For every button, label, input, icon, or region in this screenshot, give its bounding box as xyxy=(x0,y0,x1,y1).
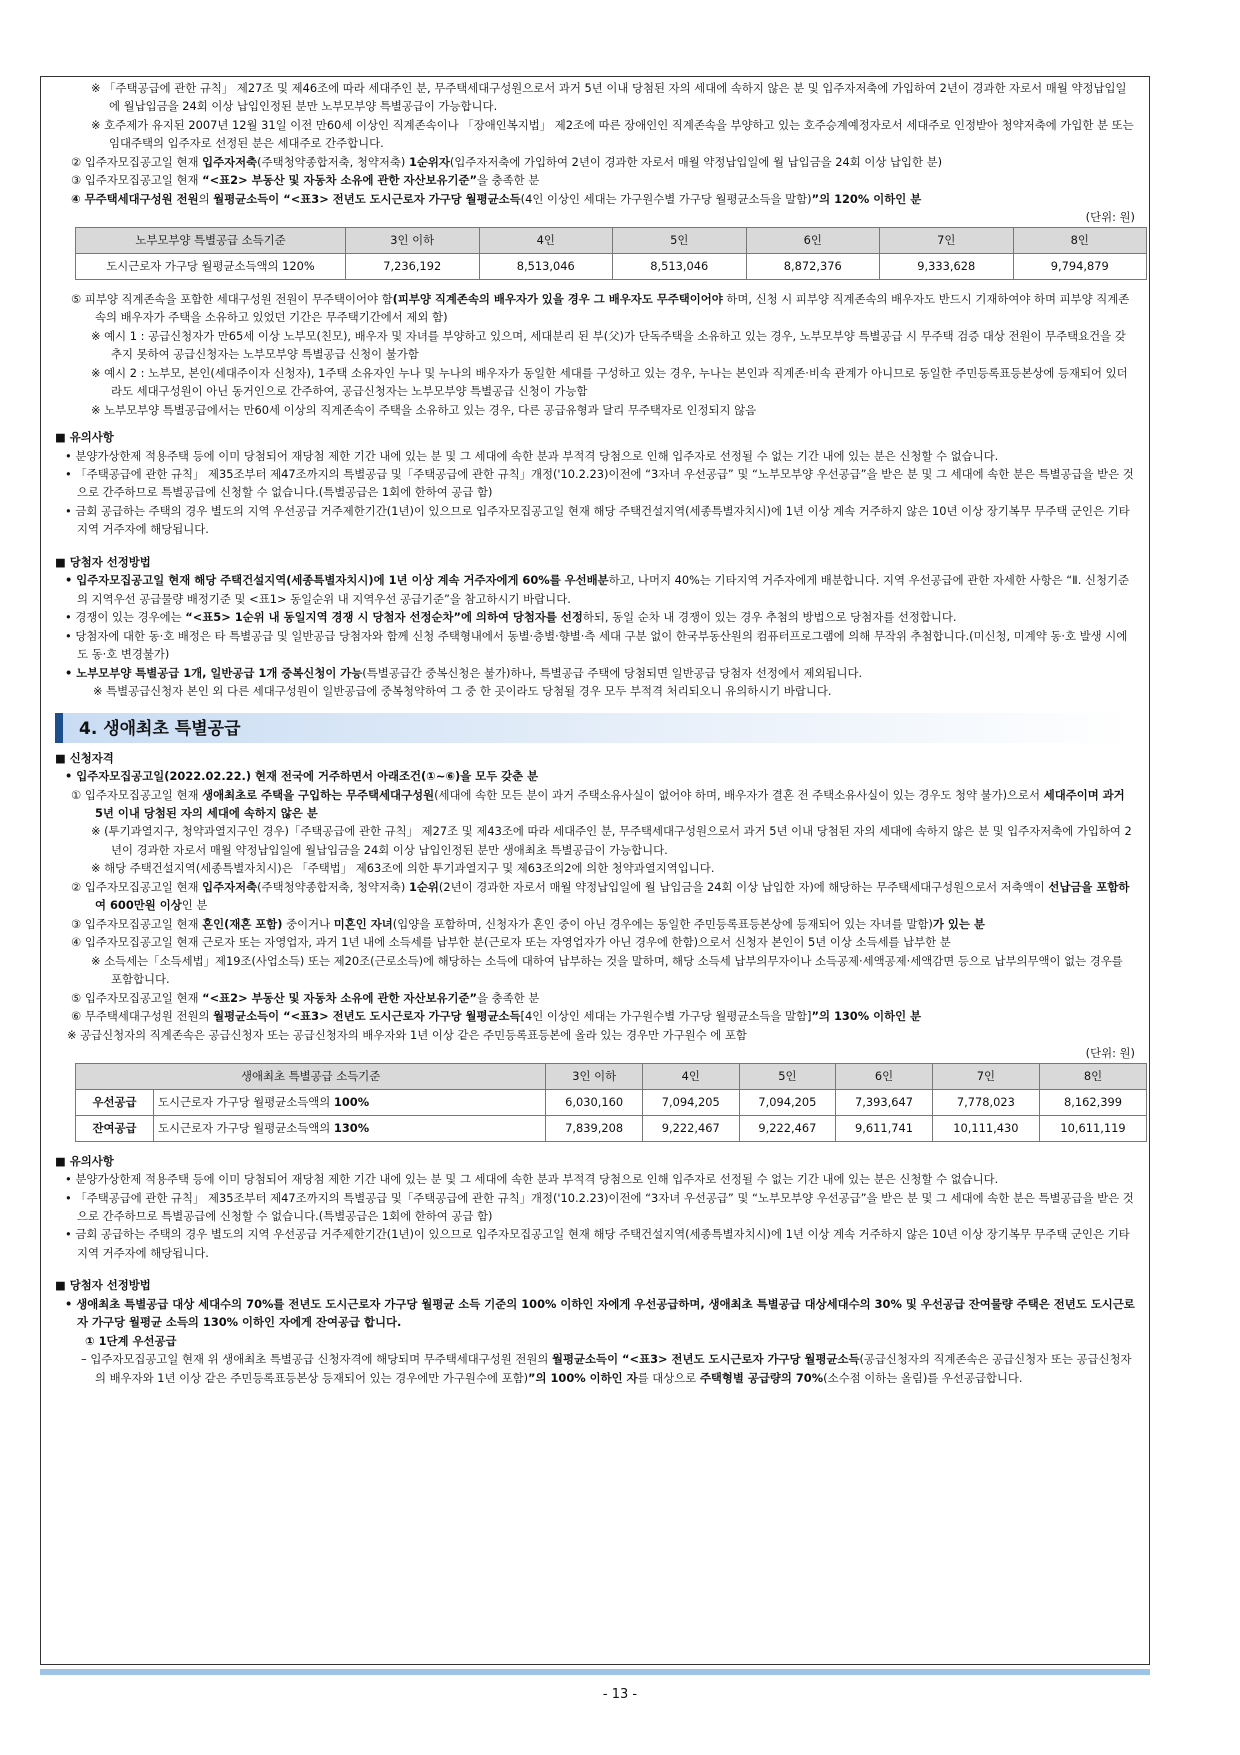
table-header-cell: 6인 xyxy=(746,227,880,253)
notice-item: • 분양가상한제 적용주택 등에 이미 당첨되어 재당첨 제한 기간 내에 있는 분 및 그 세대에 속한 분과 부적격 당첨으로 인해 입주자로 선정될 수 없는 기간 내에 있는 분은 신청할 수 없습니다. xyxy=(65,1172,999,1187)
table-header-cell: 노부모부양 특별공급 소득기준 xyxy=(76,227,346,253)
table-cell: 7,094,205 xyxy=(739,1089,836,1115)
example-2: ※ 예시 2 : 노부모, 본인(세대주이자 신청자), 1주택 소유자인 누나 및 누나의 배우자가 동일한 세대를 구성하고 있는 경우, 누나는 본인과 직계존·비속 관계가 아니므로 동일한 주민등록표등본상에 등재되어 있더라도 세대구성원이 아닌 동거인으로 간주하여, 공급신청자는 노부모부양 특별공급 신청이 가능함 xyxy=(91,365,1128,399)
criterion-1: ① 입주자모집공고일 현재 생애최초로 주택을 구입하는 무주택세대구성원(세대에 속한 모든 분이 과거 주택소유사실이 없어야 하며, 배우자가 결혼 전 주택소유사실이 있는 경우도 청약 불가)으로서 세대주이며 과거 5년 이내 당첨된 자의 세대에 속하지 않은 분 xyxy=(71,787,1125,820)
top-note-b: ※ 호주제가 유지된 2007년 12월 31일 이전 만60세 이상인 직계존속이나 「장애인복지법」 제2조에 따른 장애인인 직계존속을 부양하고 있는 호주승계예정자로서 세대주로 인정받아 청약저축에 가입한 분 또는 임대주택의 입주자로 선정된 분은 세대주로 간주합니다. xyxy=(91,117,1134,151)
table-cell: 8,162,399 xyxy=(1039,1089,1146,1115)
criterion-3: ③ 입주자모집공고일 현재 혼인(재혼 포함) 중이거나 미혼인 자녀(입양을 포함하며, 신청자가 혼인 중이 아닌 경우에는 동일한 주민등록표등본상에 등재되어 있는 자녀를 말함)가 있는 분 xyxy=(71,916,985,931)
row-label: 잔여공급 xyxy=(76,1115,154,1141)
winner-note: ※ 특별공급신청자 본인 외 다른 세대구성원이 일반공급에 중복청약하여 그 중 한 곳이라도 당첨될 경우 모두 부적격 처리되오니 유의하시기 바랍니다. xyxy=(93,684,832,699)
notice-item: • 분양가상한제 적용주택 등에 이미 당첨되어 재당첨 제한 기간 내에 있는 분 및 그 세대에 속한 분과 부적격 당첨으로 인해 입주자로 선정될 수 없는 기간 내에 있는 분은 신청할 수 없습니다. xyxy=(65,448,999,463)
criterion-6: ⑥ 무주택세대구성원 전원의 월평균소득이 “<표3> 전년도 도시근로자 가구당 월평균소득[4인 이상인 세대는 가구원수별 가구당 월평균소득을 말함]”의 130% 이하인 분 xyxy=(71,1009,922,1024)
row-label: 우선공급 xyxy=(76,1089,154,1115)
top-item-4: ④ 무주택세대구성원 전원의 월평균소득이 “<표3> 전년도 도시근로자 가구당 월평균소득(4인 이상인 세대는 가구원수별 가구당 월평균소득을 말함)”의 120% 이하인 분 xyxy=(71,191,922,206)
example-1: ※ 예시 1 : 공급신청자가 만65세 이상 노부모(친모), 배우자 및 자녀를 부양하고 있으며, 세대분리 된 부(父)가 단독주택을 소유하고 있는 경우, 노부모부양 특별공급 시 무주택 검증 대상 전원이 무주택요건을 갖추지 못하여 공급신청자는 노부모부양 특별공급 신청이 불가함 xyxy=(91,328,1126,362)
table-header-cell: 8인 xyxy=(1013,227,1147,253)
table-cell: 9,222,467 xyxy=(739,1115,836,1141)
table-cell: 9,222,467 xyxy=(642,1115,739,1141)
table-header-cell: 5인 xyxy=(613,227,747,253)
winner-item: • 노부모부양 특별공급 1개, 일반공급 1개 중복신청이 가능(특별공급간 중복신청은 불가)하나, 특별공급 주택에 당첨되면 일반공급 당첨자 선정에서 제외됩니다. xyxy=(65,665,863,680)
section-4-header xyxy=(55,713,1135,743)
table-cell: 7,236,192 xyxy=(346,253,480,279)
top-note-a: ※ 「주택공급에 관한 규칙」 제27조 및 제46조에 따라 세대주인 분, 무주택세대구성원으로서 과거 5년 이내 당첨된 자의 세대에 속하지 않은 분 및 입주자저축에 가입하여 2년이 경과한 자로서 매월 약정납입일에 월납입금을 24회 이상 납입인정된 분만 노부모부양 특별공급이 가능합니다. xyxy=(91,81,1127,114)
table-header-cell: 7인 xyxy=(932,1063,1039,1089)
winner-item: • 생애최초 특별공급 대상 세대수의 70%를 전년도 도시근로자 가구당 월평균 소득 기준의 100% 이하인 자에게 우선공급하며, 생애최초 특별공급 대상세대수의 30% 및 우선공급 잔여물량 주택은 전년도 도시근로자 가구당 월평균 소득의 130% 이하인 자에게 잔여공급 합니다. xyxy=(65,1296,1135,1330)
winner-item: • 당첨자에 대한 동·호 배정은 타 특별공급 및 일반공급 당첨자와 함께 신청 주택형내에서 동별·층별·향별·측 세대 구분 없이 한국부동산원의 컴퓨터프로그램에 의해 무작위 추첨합니다.(미신청, 미계약 동·호 발생 시에도 동·호 변경불가) xyxy=(65,628,1128,662)
table-header-cell: 3인 이하 xyxy=(346,227,480,253)
table-cell: 도시근로자 가구당 월평균소득액의 120% xyxy=(76,253,346,279)
winner-item: • 경쟁이 있는 경우에는 “<표5> 1순위 내 동일지역 경쟁 시 당첨자 선정순차”에 의하여 당첨자를 선정하되, 동일 순차 내 경쟁이 있는 경우 추첨의 방법으로 당첨자를 선정합니다. xyxy=(65,610,957,625)
winner-item: • 입주자모집공고일 현재 해당 주택건설지역(세종특별자치시)에 1년 이상 계속 거주자에게 60%를 우선배분하고, 나머지 40%는 기타지역 거주자에게 배분합니다. 지역 우선공급에 관한 자세한 사항은 “Ⅱ. 신청기준의 지역우선 공급물량 배정기준 및 <표1> 동일순위 내 지역우선 공급기준”을 참고하시기 바랍니다. xyxy=(65,573,1129,606)
table-header-cell: 8인 xyxy=(1039,1063,1146,1089)
criterion-4: ④ 입주자모집공고일 현재 근로자 또는 자영업자, 과거 1년 내에 소득세를 납부한 분(근로자 또는 자영업자가 아닌 경우에 한함)으로서 신청자 본인이 5년 이상 소득세를 납부한 분 xyxy=(71,935,951,950)
table-cell: 7,094,205 xyxy=(642,1089,739,1115)
winner-heading: ■ 당첨자 선정방법 xyxy=(55,1278,151,1293)
table-row xyxy=(76,253,1147,279)
example-3: ※ 노부모부양 특별공급에서는 만60세 이상의 직계존속이 주택을 소유하고 있는 경우, 다른 공급유형과 달리 무주택자로 인정되지 않음 xyxy=(91,402,757,417)
table-cell: 10,611,119 xyxy=(1039,1115,1146,1141)
table-cell: 9,794,879 xyxy=(1013,253,1147,279)
top-item-2: ② 입주자모집공고일 현재 입주자저축(주택청약종합저축, 청약저축) 1순위자(입주자저축에 가입하여 2년이 경과한 자로서 매월 약정납입일에 월 납입금을 24회 이상 납입한 분) xyxy=(71,154,943,169)
criterion-1-note: ※ (투기과열지구, 청약과열지구인 경우)「주택공급에 관한 규칙」 제27조 및 제43조에 따라 세대주인 분, 무주택세대구성원으로서 과거 5년 이내 당첨된 자의 세대에 속하지 않은 분 및 입주자저축에 가입하여 2년이 경과한 자로서 매월 약정납입일에 월납입금을 24회 이상 납입인정된 분만 생애최초 특별공급이 가능합니다. xyxy=(91,824,1132,857)
table-header-row xyxy=(76,1063,1147,1089)
table-header-cell: 7인 xyxy=(880,227,1014,253)
notice-item: • 금회 공급하는 주택의 경우 별도의 지역 우선공급 거주제한기간(1년)이 있으므로 입주자모집공고일 현재 해당 주택건설지역(세종특별자치시)에 1년 이상 계속 거주하지 않은 10년 이상 장기복무 무주택 군인은 기타지역 거주자에 해당됩니다. xyxy=(65,1227,1130,1260)
table-cell: 8,872,376 xyxy=(746,253,880,279)
table-header-cell: 5인 xyxy=(739,1063,836,1089)
notice-heading: ■ 유의사항 xyxy=(55,1153,114,1168)
criterion-5: ⑤ 입주자모집공고일 현재 “<표2> 부동산 및 자동차 소유에 관한 자산보유기준”을 충족한 분 xyxy=(71,990,540,1005)
eligibility-heading: ■ 신청자격 xyxy=(55,750,114,765)
table-header-cell: 생애최초 특별공급 소득기준 xyxy=(76,1063,546,1089)
table-cell: 7,778,023 xyxy=(932,1089,1039,1115)
table-cell: 7,393,647 xyxy=(836,1089,933,1115)
table-cell: 6,030,160 xyxy=(546,1089,643,1115)
table-header-row xyxy=(76,227,1147,253)
table-header-cell: 4인 xyxy=(642,1063,739,1089)
page-number: - 13 - xyxy=(602,1687,638,1702)
table-cell: 9,333,628 xyxy=(880,253,1014,279)
table-cell: 10,111,430 xyxy=(932,1115,1039,1141)
notice-item: • 「주택공급에 관한 규칙」 제35조부터 제47조까지의 특별공급 및「주택공급에 관한 규칙」개정('10.2.23)이전에 “3자녀 우선공급” 및 “노부모부양 우선공급”을 받은 분 및 그 세대에 속한 분은 특별공급을 받은 것으로 간주하므로 특별공급에 신청할 수 없습니다.(특별공급은 1회에 한하여 공급 함) xyxy=(65,466,1134,500)
table-cell: 7,839,208 xyxy=(546,1115,643,1141)
section-bar xyxy=(55,713,63,743)
footer-line xyxy=(40,1669,1150,1675)
criterion-1-note: ※ 해당 주택건설지역(세종특별자치시)은 「주택법」 제63조에 의한 투기과열지구 및 제63조의2에 의한 청약과열지역입니다. xyxy=(91,861,715,876)
unit-label: (단위: 원) xyxy=(1085,210,1135,225)
criterion-6-note: ※ 공급신청자의 직계존속은 공급신청자 또는 공급신청자의 배우자와 1년 이상 같은 주민등록표등본에 올라 있는 경우만 가구원수 에 포함 xyxy=(67,1027,747,1042)
table-row xyxy=(76,1089,1147,1115)
income-table-elderly xyxy=(75,227,1147,280)
table-cell: 도시근로자 가구당 월평균소득액의 130% xyxy=(154,1115,546,1141)
notice-item: • 「주택공급에 관한 규칙」 제35조부터 제47조까지의 특별공급 및「주택공급에 관한 규칙」개정('10.2.23)이전에 “3자녀 우선공급” 및 “노부모부양 우선공급”을 받은 분 및 그 세대에 속한 분은 특별공급을 받은 것으로 간주하므로 특별공급에 신청할 수 없습니다.(특별공급은 1회에 한하여 공급 함) xyxy=(65,1190,1134,1223)
table-cell: 8,513,046 xyxy=(613,253,747,279)
winner-step: ① 1단계 우선공급 xyxy=(85,1333,177,1348)
top-item-3: ③ 입주자모집공고일 현재 “<표2> 부동산 및 자동차 소유에 관한 자산보유기준”을 충족한 분 xyxy=(71,173,540,188)
notice-heading: ■ 유의사항 xyxy=(55,430,114,445)
table-cell: 8,513,046 xyxy=(479,253,613,279)
table-cell: 도시근로자 가구당 월평균소득액의 100% xyxy=(154,1089,546,1115)
criterion-2: ② 입주자모집공고일 현재 입주자저축(주택청약종합저축, 청약저축) 1순위(2년이 경과한 자로서 매월 약정납입일에 월 납입금을 24회 이상 납입한 자)에 해당하는 무주택세대구성원으로서 저축액이 선납금을 포함하여 600만원 이상인 분 xyxy=(71,879,1130,913)
table-row xyxy=(76,1115,1147,1141)
notice-item: • 금회 공급하는 주택의 경우 별도의 지역 우선공급 거주제한기간(1년)이 있으므로 입주자모집공고일 현재 해당 주택건설지역(세종특별자치시)에 1년 이상 계속 거주하지 않은 10년 이상 장기복무 무주택 군인은 기타지역 거주자에 해당됩니다. xyxy=(65,503,1130,537)
winner-step-detail: – 입주자모집공고일 현재 위 생애최초 특별공급 신청자격에 해당되며 무주택세대구성원 전원의 월평균소득이 “<표3> 전년도 도시근로자 가구당 월평균소득(공급신청자의 직계존속은 공급신청자 또는 공급신청자의 배우자와 1년 이상 같은 주민등록표등본상 등재되어 있는 경우에만 가구원수에 포함)”의 100% 이하인 자를 대상으로 주택형별 공급량의 70%(소수점 이하는 올림)를 우선공급합니다. xyxy=(81,1352,1132,1385)
item-5: ⑤ 피부양 직계존속을 포함한 세대구성원 전원이 무주택이어야 함(피부양 직계존속의 배우자가 있을 경우 그 배우자도 무주택이어야 하며, 신청 시 피부양 직계존속의 배우자도 반드시 기재하여야 하며 피부양 직계존속의 배우자가 주택을 소유하고 있었던 기간은 무주택기간에서 제외 함) xyxy=(71,291,1130,325)
table-header-cell: 3인 이하 xyxy=(546,1063,643,1089)
winner-heading: ■ 당첨자 선정방법 xyxy=(55,554,151,569)
criterion-4-note: ※ 소득세는「소득세법」제19조(사업소득) 또는 제20조(근로소득)에 해당하는 소득에 대하여 납부하는 것을 말하며, 해당 소득세 납부의무자이나 소득공제·세액공제·세액감면 등으로 납부의무액이 없는 경우를 포함합니다. xyxy=(91,953,1123,987)
table-header-cell: 6인 xyxy=(836,1063,933,1089)
unit-label: (단위: 원) xyxy=(1085,1046,1135,1061)
eligibility-lead: • 입주자모집공고일(2022.02.22.) 현재 전국에 거주하면서 아래조건(①~⑥)을 모두 갖춘 분 xyxy=(65,769,539,784)
section-4-title: 4. 생애최초 특별공급 xyxy=(79,718,241,739)
table-header-cell: 4인 xyxy=(479,227,613,253)
table-cell: 9,611,741 xyxy=(836,1115,933,1141)
page-frame xyxy=(40,76,1150,1665)
income-table-first-home xyxy=(75,1063,1147,1142)
